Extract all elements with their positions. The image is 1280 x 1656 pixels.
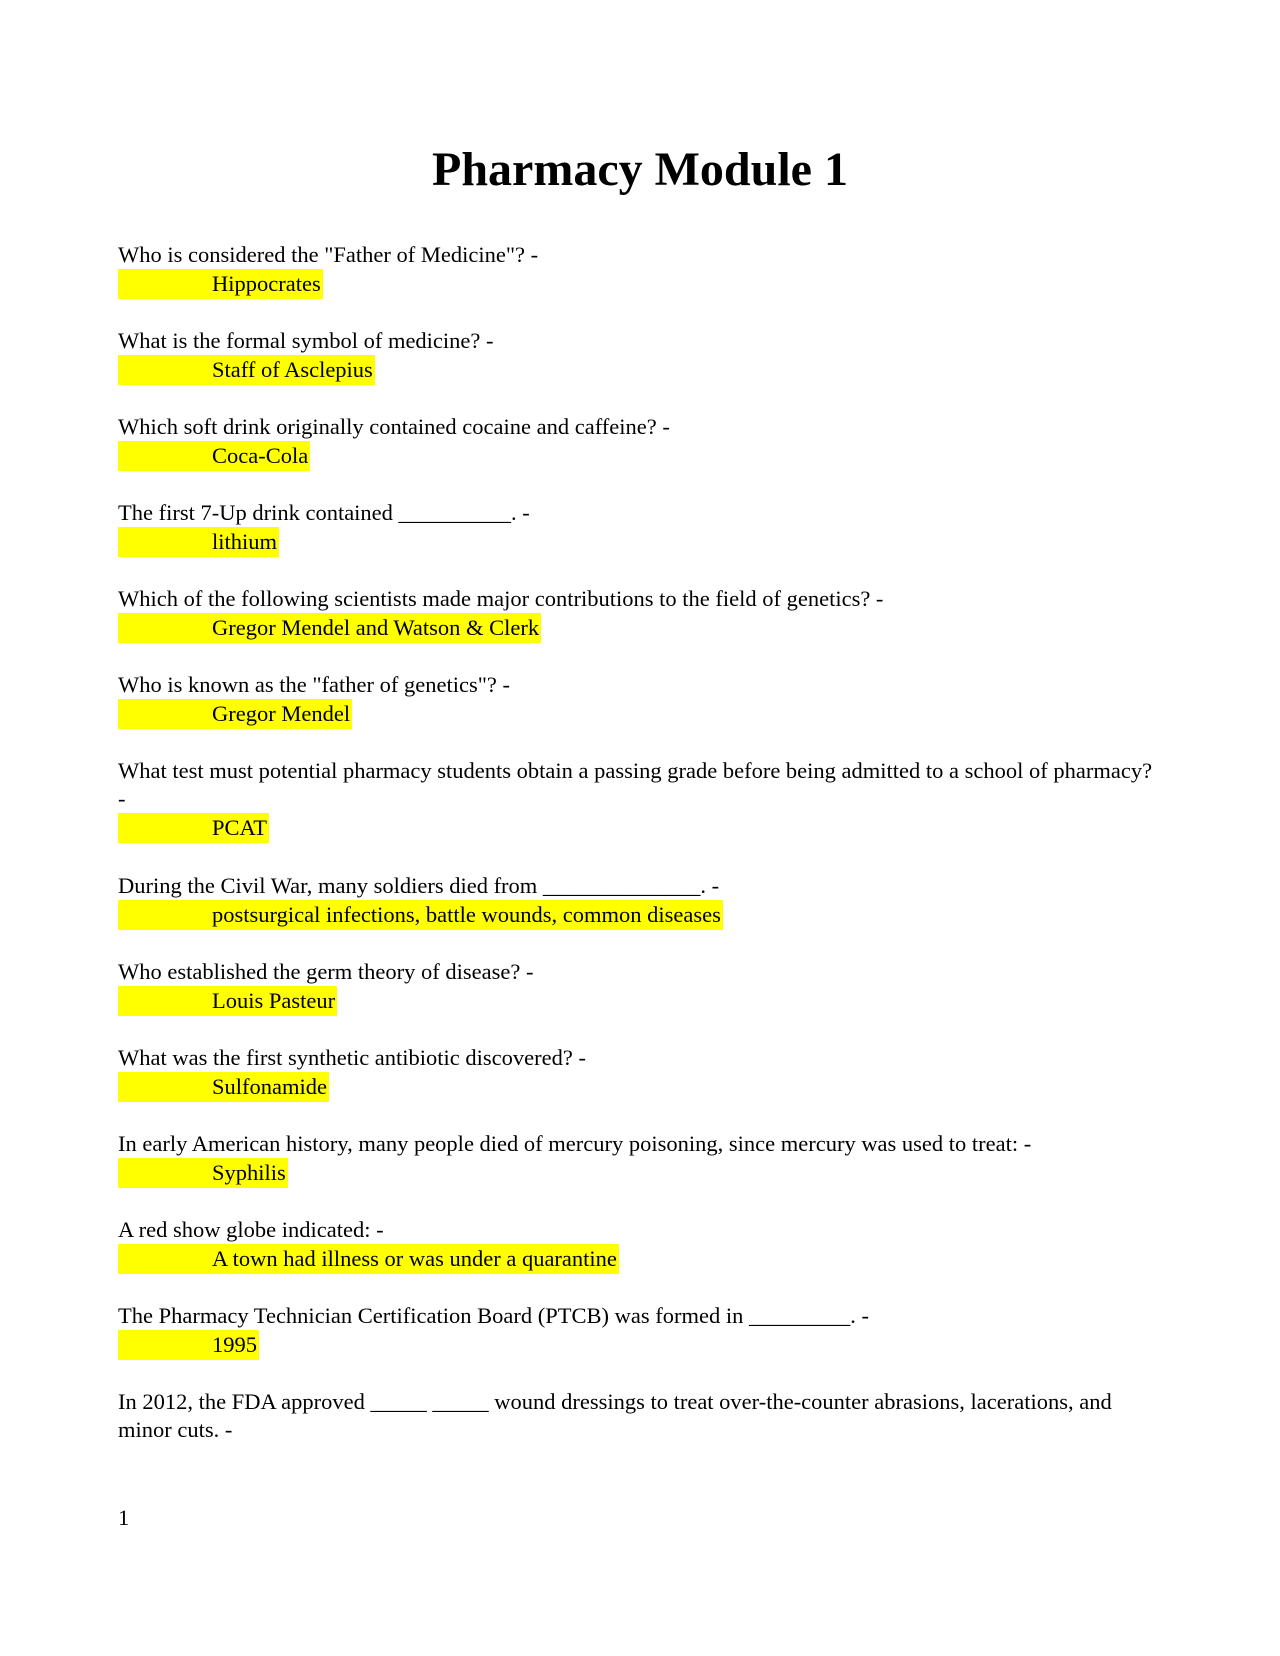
qa-item: [118, 1302, 1158, 1360]
answer-highlight: Syphilis: [118, 1158, 288, 1188]
qa-item: [118, 872, 1158, 930]
qa-item: [118, 327, 1158, 385]
answer-highlight: lithium: [118, 527, 279, 557]
answer-highlight: 1995: [118, 1330, 259, 1360]
question-text: What is the formal symbol of medicine? -: [118, 328, 494, 353]
answer-highlight: Coca-Cola: [118, 441, 310, 471]
answer-highlight: Hippocrates: [118, 269, 323, 299]
question-text: Which of the following scientists made major contributions to the field of genetics? -: [118, 586, 884, 611]
qa-item: [118, 585, 1158, 643]
answer-highlight: Gregor Mendel: [118, 699, 352, 729]
qa-item: [118, 757, 1158, 843]
question-text: A red show globe indicated: -: [118, 1217, 384, 1242]
qa-item: [118, 241, 1158, 299]
question-text: What was the first synthetic antibiotic discovered? -: [118, 1045, 586, 1070]
qa-item: [118, 671, 1158, 729]
answer-highlight: Sulfonamide: [118, 1072, 329, 1102]
answer-highlight: Louis Pasteur: [118, 986, 337, 1016]
qa-item: [118, 413, 1158, 471]
answer-highlight: postsurgical infections, battle wounds, common diseases: [118, 900, 723, 930]
qa-item: [118, 1388, 1158, 1444]
qa-item: [118, 499, 1158, 557]
question-text: Who established the germ theory of disease? -: [118, 959, 534, 984]
question-text: Who is considered the "Father of Medicine"? -: [118, 242, 539, 267]
answer-highlight: A town had illness or was under a quarantine: [118, 1244, 619, 1274]
qa-item: [118, 1044, 1158, 1102]
qa-item: [118, 1130, 1158, 1188]
question-text: In 2012, the FDA approved _____ _____ wound dressings to treat over-the-counter abrasions, lacerations, and minor cuts. -: [118, 1389, 1118, 1442]
qa-item: [118, 958, 1158, 1016]
question-text: The first 7-Up drink contained __________. -: [118, 500, 530, 525]
question-text: The Pharmacy Technician Certification Board (PTCB) was formed in _________. -: [118, 1303, 869, 1328]
question-text: During the Civil War, many soldiers died from ______________. -: [118, 873, 720, 898]
question-text: In early American history, many people died of mercury poisoning, since mercury was used to treat: -: [118, 1131, 1032, 1156]
qa-item: [118, 1216, 1158, 1274]
answer-highlight: PCAT: [118, 813, 269, 843]
question-text: Who is known as the "father of genetics"? -: [118, 672, 510, 697]
page-number: 1: [118, 1505, 130, 1530]
question-text: Which soft drink originally contained cocaine and caffeine? -: [118, 414, 670, 439]
page-title: Pharmacy Module 1: [432, 143, 848, 196]
answer-highlight: Staff of Asclepius: [118, 355, 375, 385]
answer-highlight: Gregor Mendel and Watson & Clerk: [118, 613, 541, 643]
question-text: What test must potential pharmacy students obtain a passing grade before being admitted to a school of pharmacy? -: [118, 758, 1158, 811]
